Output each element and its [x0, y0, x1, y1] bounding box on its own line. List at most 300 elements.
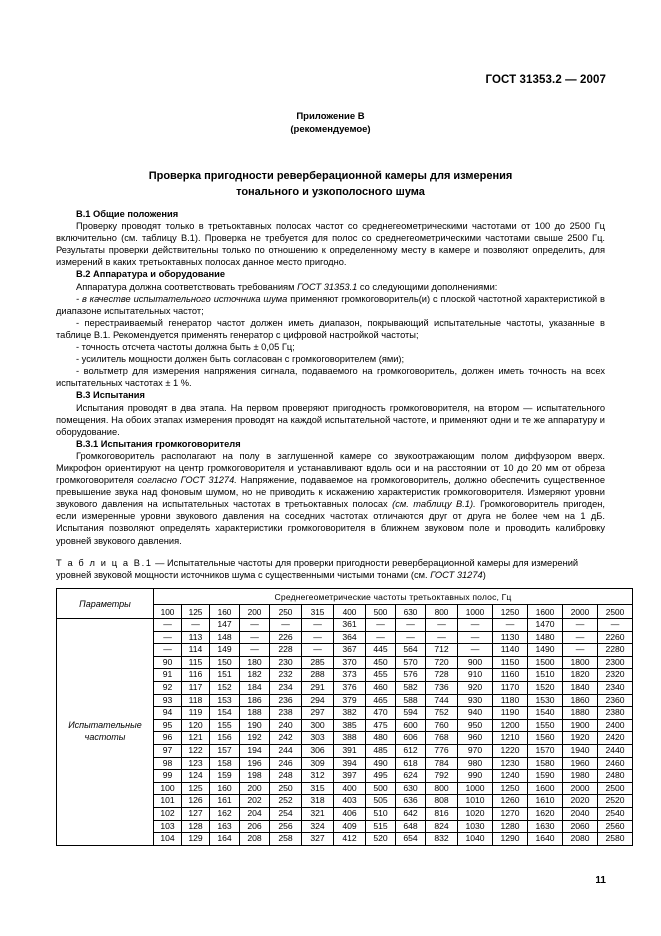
cell-800-r1: —: [426, 619, 458, 632]
cell-400-r17: 409: [334, 820, 366, 833]
cell-200-r3: —: [240, 644, 270, 657]
cell-250-r1: —: [270, 619, 302, 632]
annex-title: Приложение В: [296, 111, 365, 122]
cell-250-r13: 248: [270, 770, 302, 783]
cell-250-r12: 246: [270, 757, 302, 770]
cell-630-r17: 648: [396, 820, 426, 833]
cell-160-r4: 150: [210, 656, 240, 669]
cell-630-r13: 624: [396, 770, 426, 783]
cell-1250-r12: 1230: [493, 757, 528, 770]
cell-400-r16: 406: [334, 807, 366, 820]
page-title-line1: Проверка пригодности реверберационной камеры для измерения: [148, 170, 513, 182]
column-header-freq-200: 200: [240, 605, 270, 619]
cell-100-r1: —: [154, 619, 182, 632]
cell-315-r5: 288: [302, 669, 334, 682]
table-body: [57, 619, 633, 846]
cell-1600-r18: 1640: [528, 833, 563, 846]
column-header-freq-100: 100: [154, 605, 182, 619]
cell-800-r3: 712: [426, 644, 458, 657]
cell-160-r9: 155: [210, 719, 240, 732]
cell-2000-r2: —: [563, 631, 598, 644]
cell-2000-r10: 1920: [563, 732, 598, 745]
cell-2000-r17: 2060: [563, 820, 598, 833]
cell-2500-r17: 2560: [598, 820, 633, 833]
cell-2000-r11: 1940: [563, 744, 598, 757]
annex-title-block: [55, 110, 606, 136]
cell-800-r9: 760: [426, 719, 458, 732]
cell-200-r1: —: [240, 619, 270, 632]
cell-200-r16: 204: [240, 807, 270, 820]
section-b2-item-3: - точность отсчета частоты должна быть ± 0,05 Гц;: [76, 342, 295, 353]
cell-1600-r1: 1470: [528, 619, 563, 632]
cell-315-r3: —: [302, 644, 334, 657]
cell-1000-r2: —: [458, 631, 493, 644]
cell-400-r11: 391: [334, 744, 366, 757]
cell-315-r2: —: [302, 631, 334, 644]
cell-200-r14: 200: [240, 782, 270, 795]
table-row: [57, 619, 633, 632]
cell-200-r17: 206: [240, 820, 270, 833]
cell-1600-r13: 1590: [528, 770, 563, 783]
cell-200-r6: 184: [240, 681, 270, 694]
cell-2000-r12: 1960: [563, 757, 598, 770]
cell-250-r15: 252: [270, 795, 302, 808]
cell-630-r18: 654: [396, 833, 426, 846]
b31-reference-2: (см. таблицу В.1).: [392, 499, 476, 510]
cell-200-r12: 196: [240, 757, 270, 770]
cell-800-r12: 784: [426, 757, 458, 770]
cell-400-r6: 376: [334, 681, 366, 694]
cell-630-r7: 588: [396, 694, 426, 707]
cell-250-r7: 236: [270, 694, 302, 707]
cell-630-r10: 606: [396, 732, 426, 745]
cell-160-r17: 163: [210, 820, 240, 833]
cell-250-r5: 232: [270, 669, 302, 682]
cell-1250-r15: 1260: [493, 795, 528, 808]
cell-400-r9: 385: [334, 719, 366, 732]
cell-500-r17: 515: [366, 820, 396, 833]
cell-250-r2: 226: [270, 631, 302, 644]
section-b2-item-4: - усилитель мощности должен быть согласован с громкоговорителем (ями);: [76, 354, 405, 365]
cell-1600-r6: 1520: [528, 681, 563, 694]
cell-160-r14: 160: [210, 782, 240, 795]
cell-500-r9: 475: [366, 719, 396, 732]
cell-630-r12: 618: [396, 757, 426, 770]
section-b2-item-1: [56, 293, 605, 317]
cell-630-r11: 612: [396, 744, 426, 757]
cell-1000-r10: 960: [458, 732, 493, 745]
cell-125-r9: 120: [182, 719, 210, 732]
cell-400-r15: 403: [334, 795, 366, 808]
table-header-row-group: [57, 589, 633, 605]
cell-250-r14: 250: [270, 782, 302, 795]
cell-1250-r8: 1190: [493, 707, 528, 720]
cell-2500-r14: 2500: [598, 782, 633, 795]
cell-800-r5: 728: [426, 669, 458, 682]
column-header-freq-1250: 1250: [493, 605, 528, 619]
cell-2000-r5: 1820: [563, 669, 598, 682]
cell-1000-r17: 1030: [458, 820, 493, 833]
cell-400-r10: 388: [334, 732, 366, 745]
cell-800-r7: 744: [426, 694, 458, 707]
page-title-line2: тонального и узкополосного шума: [236, 186, 425, 198]
cell-400-r3: 367: [334, 644, 366, 657]
section-b2-item-5: - вольтметр для измерения напряжения сигнала, подаваемого на громкоговоритель, должен иметь точность на всех испытательных частотах ± 1 %.: [56, 366, 605, 389]
cell-630-r14: 630: [396, 782, 426, 795]
cell-125-r18: 129: [182, 833, 210, 846]
cell-1600-r5: 1510: [528, 669, 563, 682]
column-header-freq-315: 315: [302, 605, 334, 619]
cell-100-r9: 95: [154, 719, 182, 732]
cell-500-r2: —: [366, 631, 396, 644]
table-caption-tail: ): [482, 570, 486, 581]
cell-1000-r3: —: [458, 644, 493, 657]
cell-1600-r8: 1540: [528, 707, 563, 720]
cell-1000-r6: 920: [458, 681, 493, 694]
cell-1250-r16: 1270: [493, 807, 528, 820]
page-number: 11: [595, 875, 606, 886]
cell-1250-r11: 1220: [493, 744, 528, 757]
cell-160-r3: 149: [210, 644, 240, 657]
cell-500-r5: 455: [366, 669, 396, 682]
b31-part3: Громкоговоритель пригоден, если измеренные уровни звукового давления на соседних частотах отличаются друг от друга не более чем на 1 дБ. Испытания позволяют определять характеристики громкоговорителя в ближнем звуковом поле и проводить калибровку уровней звукового давления.: [56, 499, 605, 546]
b2-intro-reference: ГОСТ 31353.1: [297, 281, 358, 292]
cell-250-r6: 234: [270, 681, 302, 694]
body-content: [56, 208, 605, 547]
table-caption-text: Испытательные частоты для проверки пригодности реверберационной камеры для измерений уровней звуковой мощности источников шума с существенными чистыми тонами (см.: [56, 558, 579, 581]
cell-160-r18: 164: [210, 833, 240, 846]
cell-500-r14: 500: [366, 782, 396, 795]
cell-2500-r3: 2280: [598, 644, 633, 657]
cell-800-r16: 816: [426, 807, 458, 820]
cell-500-r15: 505: [366, 795, 396, 808]
cell-1000-r9: 950: [458, 719, 493, 732]
cell-2000-r7: 1860: [563, 694, 598, 707]
b2-intro-tail: со следующими дополнениями:: [357, 281, 498, 292]
cell-630-r15: 636: [396, 795, 426, 808]
column-header-freq-160: 160: [210, 605, 240, 619]
cell-160-r7: 153: [210, 694, 240, 707]
cell-125-r15: 126: [182, 795, 210, 808]
cell-100-r7: 93: [154, 694, 182, 707]
cell-160-r16: 162: [210, 807, 240, 820]
column-header-parameters: Параметры: [57, 589, 154, 619]
cell-200-r13: 198: [240, 770, 270, 783]
cell-125-r6: 117: [182, 681, 210, 694]
cell-1600-r3: 1490: [528, 644, 563, 657]
cell-250-r17: 256: [270, 820, 302, 833]
section-b1-paragraph: Проверку проводят только в третьоктавных полосах частот со среднегеометрическими частотами от 100 до 2500 Гц включительно (см. таблицу В.1). Проверка не требуется для полос со среднегеометрическими частотами свыше 2500 Гц. Результаты проверки действительны только по отношению к определенному месту в камере и позволяют определить, для измерений в каких третьоктавных полосах данное место пригодно.: [56, 221, 605, 268]
column-header-freq-400: 400: [334, 605, 366, 619]
cell-800-r13: 792: [426, 770, 458, 783]
cell-2500-r7: 2360: [598, 694, 633, 707]
cell-315-r13: 312: [302, 770, 334, 783]
section-heading-b1: В.1 Общие положения: [76, 209, 179, 219]
cell-100-r11: 97: [154, 744, 182, 757]
cell-1000-r14: 1000: [458, 782, 493, 795]
cell-1000-r13: 990: [458, 770, 493, 783]
cell-200-r11: 194: [240, 744, 270, 757]
cell-200-r9: 190: [240, 719, 270, 732]
cell-315-r1: —: [302, 619, 334, 632]
cell-200-r2: —: [240, 631, 270, 644]
cell-1250-r14: 1250: [493, 782, 528, 795]
cell-315-r10: 303: [302, 732, 334, 745]
cell-1000-r16: 1020: [458, 807, 493, 820]
cell-500-r3: 445: [366, 644, 396, 657]
cell-1250-r6: 1170: [493, 681, 528, 694]
cell-500-r8: 470: [366, 707, 396, 720]
cell-2500-r2: 2260: [598, 631, 633, 644]
cell-1000-r4: 900: [458, 656, 493, 669]
cell-2500-r8: 2380: [598, 707, 633, 720]
cell-160-r8: 154: [210, 707, 240, 720]
cell-200-r4: 180: [240, 656, 270, 669]
cell-100-r5: 91: [154, 669, 182, 682]
cell-315-r17: 324: [302, 820, 334, 833]
cell-2000-r18: 2080: [563, 833, 598, 846]
column-header-freq-2000: 2000: [563, 605, 598, 619]
b31-part2: Напряжение, подаваемое на громкоговоритель, должно обеспечить существенное превышение звука над фоновым шумом, но не приводить к искажению характеристик громкоговорителя. Измеряют уровни звукового давления на испытательных частотах в третьоктавных полосах: [56, 475, 605, 510]
cell-160-r13: 159: [210, 770, 240, 783]
cell-125-r10: 121: [182, 732, 210, 745]
cell-250-r18: 258: [270, 833, 302, 846]
cell-125-r16: 127: [182, 807, 210, 820]
cell-1250-r13: 1240: [493, 770, 528, 783]
cell-1000-r18: 1040: [458, 833, 493, 846]
cell-1000-r11: 970: [458, 744, 493, 757]
cell-125-r3: 114: [182, 644, 210, 657]
cell-125-r17: 128: [182, 820, 210, 833]
b31-part1: Громкоговоритель располагают на полу в заглушенной камере со звукоотражающим полом диффузором вверх. Микрофон ориентируют на центр громкоговорителя и устанавливают вдоль оси и на расстоянии от 10 до 20 мм от обреза громкоговорителя: [56, 450, 605, 486]
cell-100-r8: 94: [154, 707, 182, 720]
cell-100-r18: 104: [154, 833, 182, 846]
cell-315-r7: 294: [302, 694, 334, 707]
section-heading-b3: В.3 Испытания: [76, 390, 145, 401]
column-header-freq-1600: 1600: [528, 605, 563, 619]
cell-200-r10: 192: [240, 732, 270, 745]
cell-400-r8: 382: [334, 707, 366, 720]
cell-125-r1: —: [182, 619, 210, 632]
test-frequencies-table: [56, 588, 633, 846]
cell-630-r1: —: [396, 619, 426, 632]
cell-1000-r8: 940: [458, 707, 493, 720]
cell-800-r17: 824: [426, 820, 458, 833]
cell-630-r2: —: [396, 631, 426, 644]
column-header-freq-500: 500: [366, 605, 396, 619]
column-header-freq-2500: 2500: [598, 605, 633, 619]
cell-2500-r13: 2480: [598, 770, 633, 783]
cell-1600-r15: 1610: [528, 795, 563, 808]
cell-500-r11: 485: [366, 744, 396, 757]
column-header-freq-630: 630: [396, 605, 426, 619]
cell-125-r11: 122: [182, 744, 210, 757]
cell-400-r12: 394: [334, 757, 366, 770]
cell-630-r9: 600: [396, 719, 426, 732]
cell-500-r1: —: [366, 619, 396, 632]
cell-800-r8: 752: [426, 707, 458, 720]
cell-2000-r16: 2040: [563, 807, 598, 820]
cell-1000-r1: —: [458, 619, 493, 632]
cell-100-r4: 90: [154, 656, 182, 669]
cell-1000-r5: 910: [458, 669, 493, 682]
cell-1250-r7: 1180: [493, 694, 528, 707]
cell-1250-r17: 1280: [493, 820, 528, 833]
cell-500-r6: 460: [366, 681, 396, 694]
cell-2000-r13: 1980: [563, 770, 598, 783]
cell-315-r4: 285: [302, 656, 334, 669]
cell-160-r5: 151: [210, 669, 240, 682]
cell-800-r6: 736: [426, 681, 458, 694]
cell-250-r8: 238: [270, 707, 302, 720]
cell-315-r12: 309: [302, 757, 334, 770]
cell-200-r7: 186: [240, 694, 270, 707]
cell-125-r5: 116: [182, 669, 210, 682]
cell-630-r5: 576: [396, 669, 426, 682]
annex-subtitle: (рекомендуемое): [290, 124, 371, 135]
column-header-freq-250: 250: [270, 605, 302, 619]
cell-1600-r9: 1550: [528, 719, 563, 732]
cell-630-r6: 582: [396, 681, 426, 694]
cell-160-r11: 157: [210, 744, 240, 757]
cell-1250-r5: 1160: [493, 669, 528, 682]
cell-315-r11: 306: [302, 744, 334, 757]
cell-200-r15: 202: [240, 795, 270, 808]
cell-100-r6: 92: [154, 681, 182, 694]
cell-1600-r11: 1570: [528, 744, 563, 757]
cell-2500-r15: 2520: [598, 795, 633, 808]
cell-800-r2: —: [426, 631, 458, 644]
cell-1250-r18: 1290: [493, 833, 528, 846]
cell-630-r4: 570: [396, 656, 426, 669]
cell-1600-r16: 1620: [528, 807, 563, 820]
column-header-frequency-group: Среднегеометрические частоты третьоктавных полос, Гц: [154, 589, 633, 605]
cell-1000-r12: 980: [458, 757, 493, 770]
cell-1600-r2: 1480: [528, 631, 563, 644]
cell-250-r16: 254: [270, 807, 302, 820]
cell-2000-r15: 2020: [563, 795, 598, 808]
section-b2-intro: [56, 281, 605, 293]
cell-630-r16: 642: [396, 807, 426, 820]
cell-315-r8: 297: [302, 707, 334, 720]
section-heading-b31: В.3.1 Испытания громкоговорителя: [76, 438, 241, 449]
cell-400-r13: 397: [334, 770, 366, 783]
cell-500-r16: 510: [366, 807, 396, 820]
cell-800-r11: 776: [426, 744, 458, 757]
b31-reference-1: согласно ГОСТ 31274.: [137, 475, 237, 486]
page-title: [55, 168, 606, 200]
cell-315-r16: 321: [302, 807, 334, 820]
cell-2500-r12: 2460: [598, 757, 633, 770]
cell-400-r1: 361: [334, 619, 366, 632]
cell-2500-r16: 2540: [598, 807, 633, 820]
cell-630-r3: 564: [396, 644, 426, 657]
cell-1250-r2: 1130: [493, 631, 528, 644]
cell-800-r4: 720: [426, 656, 458, 669]
cell-315-r14: 315: [302, 782, 334, 795]
cell-1250-r4: 1150: [493, 656, 528, 669]
cell-100-r12: 98: [154, 757, 182, 770]
cell-160-r1: 147: [210, 619, 240, 632]
cell-2500-r10: 2420: [598, 732, 633, 745]
cell-2500-r9: 2400: [598, 719, 633, 732]
cell-500-r4: 450: [366, 656, 396, 669]
cell-500-r18: 520: [366, 833, 396, 846]
cell-250-r11: 244: [270, 744, 302, 757]
cell-1250-r1: —: [493, 619, 528, 632]
cell-1600-r7: 1530: [528, 694, 563, 707]
cell-400-r18: 412: [334, 833, 366, 846]
cell-125-r13: 124: [182, 770, 210, 783]
cell-1600-r10: 1560: [528, 732, 563, 745]
cell-1250-r10: 1210: [493, 732, 528, 745]
section-heading-b2: В.2 Аппаратура и оборудование: [76, 269, 226, 280]
cell-1600-r17: 1630: [528, 820, 563, 833]
cell-100-r13: 99: [154, 770, 182, 783]
cell-1000-r7: 930: [458, 694, 493, 707]
row-header-test-frequencies: [57, 619, 154, 846]
cell-100-r3: —: [154, 644, 182, 657]
cell-2000-r4: 1800: [563, 656, 598, 669]
column-header-freq-800: 800: [426, 605, 458, 619]
cell-800-r18: 832: [426, 833, 458, 846]
cell-800-r14: 800: [426, 782, 458, 795]
cell-500-r12: 490: [366, 757, 396, 770]
cell-2000-r6: 1840: [563, 681, 598, 694]
standard-id-header: ГОСТ 31353.2 — 2007: [485, 74, 606, 86]
cell-2500-r6: 2340: [598, 681, 633, 694]
cell-125-r12: 123: [182, 757, 210, 770]
table-caption-dash: —: [152, 558, 167, 568]
cell-2000-r3: —: [563, 644, 598, 657]
cell-500-r13: 495: [366, 770, 396, 783]
cell-2500-r1: —: [598, 619, 633, 632]
section-b3-paragraph: Испытания проводят в два этапа. На первом проверяют пригодность громкоговорителя, на втором — испытательного помещения. На обоих этапах измерения проводят на каждой испытательной частоте, и применяют одни и те же аппаратуру и оборудование.: [56, 402, 605, 437]
cell-1600-r4: 1500: [528, 656, 563, 669]
cell-800-r10: 768: [426, 732, 458, 745]
table-caption: [56, 557, 605, 581]
cell-125-r4: 115: [182, 656, 210, 669]
cell-100-r15: 101: [154, 795, 182, 808]
cell-400-r7: 379: [334, 694, 366, 707]
column-header-freq-1000: 1000: [458, 605, 493, 619]
table-caption-label: Т а б л и ц а В.1: [56, 558, 153, 568]
cell-250-r3: 228: [270, 644, 302, 657]
cell-250-r4: 230: [270, 656, 302, 669]
cell-800-r15: 808: [426, 795, 458, 808]
cell-100-r2: —: [154, 631, 182, 644]
cell-2000-r14: 2000: [563, 782, 598, 795]
column-header-freq-125: 125: [182, 605, 210, 619]
cell-160-r12: 158: [210, 757, 240, 770]
cell-100-r10: 96: [154, 732, 182, 745]
cell-200-r8: 188: [240, 707, 270, 720]
table-head: [57, 589, 633, 619]
section-b31-paragraph: [56, 450, 605, 547]
cell-125-r7: 118: [182, 694, 210, 707]
cell-160-r15: 161: [210, 795, 240, 808]
cell-250-r10: 242: [270, 732, 302, 745]
cell-250-r9: 240: [270, 719, 302, 732]
cell-125-r14: 125: [182, 782, 210, 795]
cell-500-r10: 480: [366, 732, 396, 745]
cell-1250-r3: 1140: [493, 644, 528, 657]
row-header-line2: частоты: [84, 731, 126, 742]
cell-160-r2: 148: [210, 631, 240, 644]
cell-100-r17: 103: [154, 820, 182, 833]
cell-200-r5: 182: [240, 669, 270, 682]
cell-315-r9: 300: [302, 719, 334, 732]
